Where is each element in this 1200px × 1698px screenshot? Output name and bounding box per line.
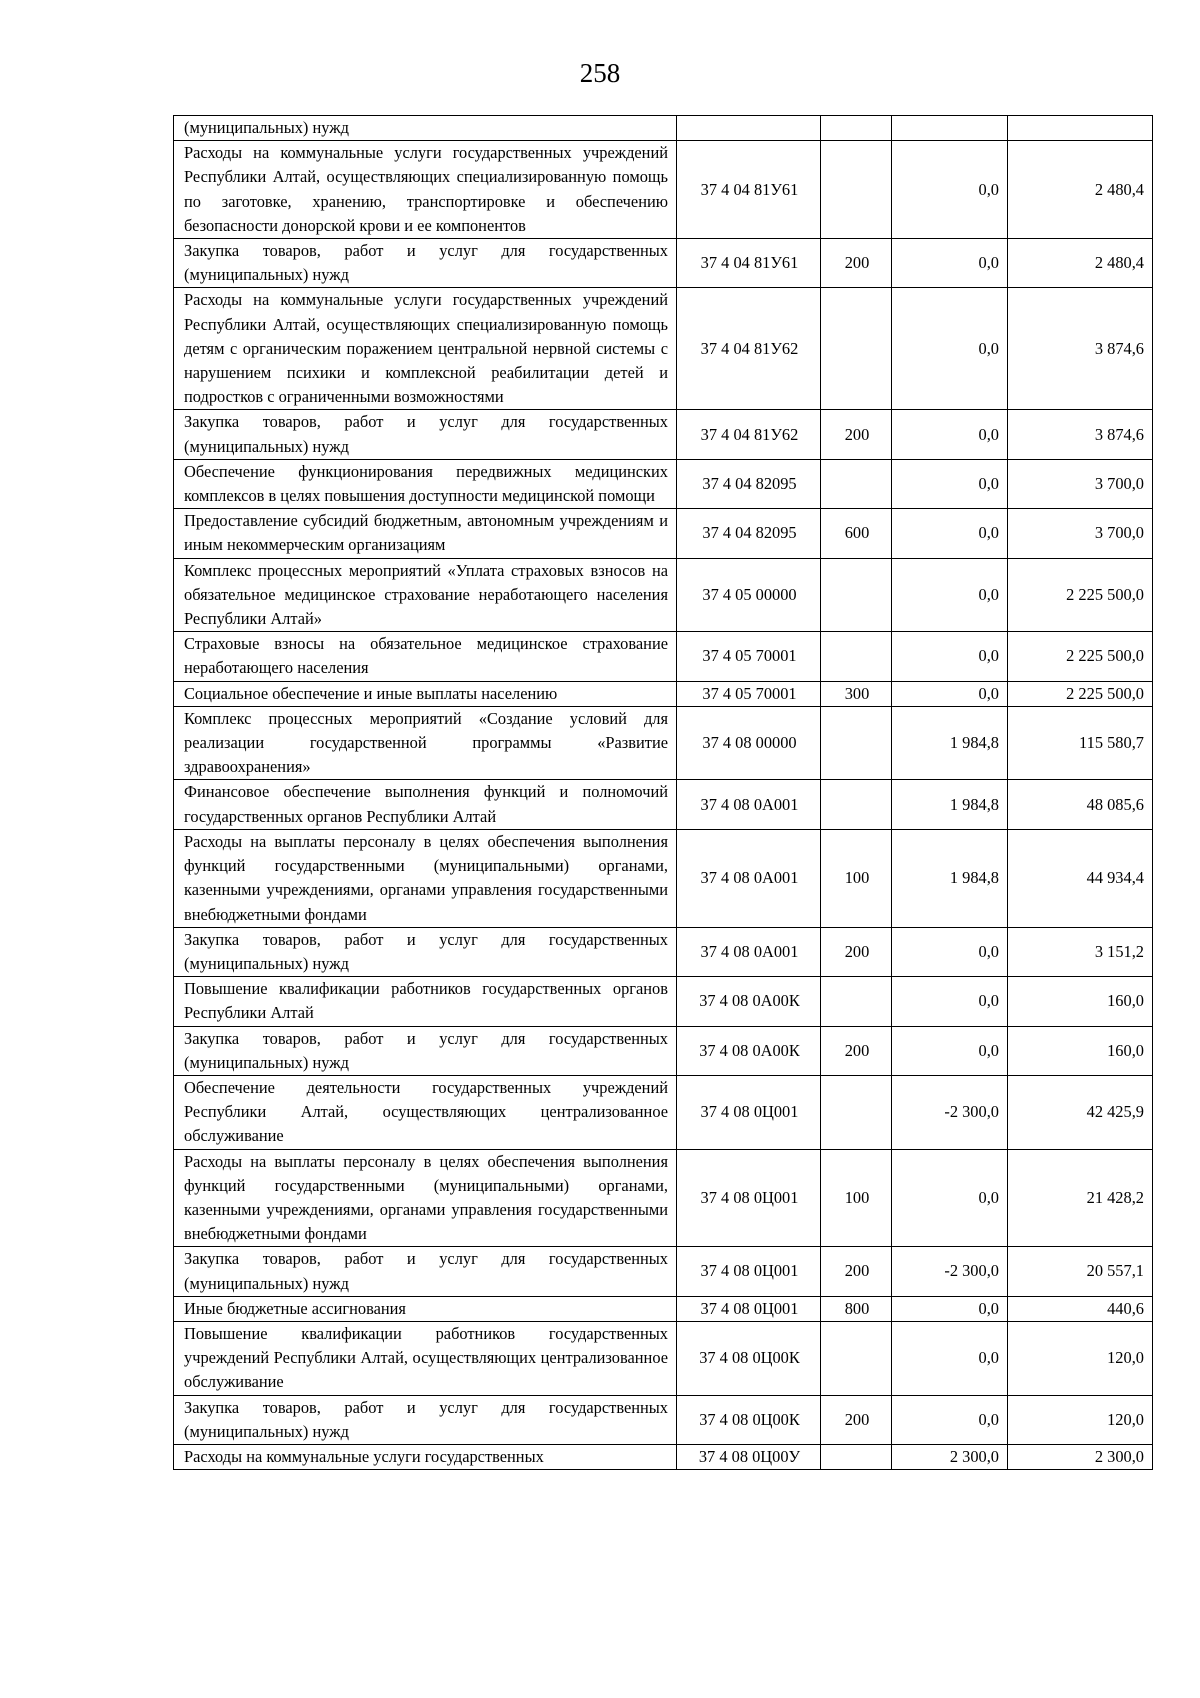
table-row (174, 1247, 1153, 1296)
expense-type-code (821, 780, 892, 829)
change-amount: 0,0 (892, 288, 1008, 410)
total-amount: 2 225 500,0 (1008, 681, 1153, 706)
target-code: 37 4 08 0Ц00К (677, 1321, 821, 1395)
expense-type-code (821, 558, 892, 632)
expense-type-code (821, 459, 892, 508)
total-amount: 2 480,4 (1008, 141, 1153, 239)
change-amount: 1 984,8 (892, 706, 1008, 780)
change-amount: 0,0 (892, 509, 1008, 558)
expense-name: Закупка товаров, работ и услуг для государственных (муниципальных) нужд (174, 410, 677, 459)
expense-name: Повышение квалификации работников государственных учреждений Республики Алтай, осуществляющих централизованное обслуживание (174, 1321, 677, 1395)
expense-name: Комплекс процессных мероприятий «Создание условий для реализации государственной программы «Развитие здравоохранения» (174, 706, 677, 780)
change-amount: 2 300,0 (892, 1444, 1008, 1469)
expense-type-code: 100 (821, 1149, 892, 1247)
change-amount: 0,0 (892, 977, 1008, 1026)
table-row (174, 509, 1153, 558)
table-row (174, 1296, 1153, 1321)
table-row (174, 288, 1153, 410)
table-row (174, 1149, 1153, 1247)
table-row (174, 239, 1153, 288)
expense-type-code: 200 (821, 1026, 892, 1075)
change-amount: 0,0 (892, 681, 1008, 706)
target-code: 37 4 08 0Ц00К (677, 1395, 821, 1444)
table-row (174, 1444, 1153, 1469)
target-code: 37 4 05 70001 (677, 632, 821, 681)
expense-name: Расходы на выплаты персоналу в целях обеспечения выполнения функций государственными (муниципальными) органами, казенными учреждениями, органами управления государственными внебюджетными фондами (174, 1149, 677, 1247)
expense-name: Закупка товаров, работ и услуг для государственных (муниципальных) нужд (174, 927, 677, 976)
change-amount: 0,0 (892, 1321, 1008, 1395)
total-amount: 3 874,6 (1008, 410, 1153, 459)
page-number: 258 (579, 58, 621, 88)
table-row (174, 1395, 1153, 1444)
expense-type-code (821, 1444, 892, 1469)
expense-name: Закупка товаров, работ и услуг для государственных (муниципальных) нужд (174, 1026, 677, 1075)
total-amount: 21 428,2 (1008, 1149, 1153, 1247)
expense-type-code: 600 (821, 509, 892, 558)
target-code: 37 4 08 0Ц001 (677, 1296, 821, 1321)
expense-type-code (821, 1075, 892, 1149)
target-code: 37 4 04 82095 (677, 459, 821, 508)
expense-name: Обеспечение деятельности государственных учреждений Республики Алтай, осуществляющих централизованное обслуживание (174, 1075, 677, 1149)
total-amount: 120,0 (1008, 1321, 1153, 1395)
change-amount: 0,0 (892, 927, 1008, 976)
total-amount: 3 151,2 (1008, 927, 1153, 976)
change-amount: 1 984,8 (892, 829, 1008, 927)
expense-type-code (821, 977, 892, 1026)
target-code: 37 4 08 0Ц001 (677, 1247, 821, 1296)
change-amount: 0,0 (892, 239, 1008, 288)
target-code: 37 4 08 0Ц001 (677, 1075, 821, 1149)
expense-name: Расходы на выплаты персоналу в целях обеспечения выполнения функций государственными (муниципальными) органами, казенными учреждениями, органами управления государственными внебюджетными фондами (174, 829, 677, 927)
change-amount: 0,0 (892, 410, 1008, 459)
total-amount: 120,0 (1008, 1395, 1153, 1444)
expense-type-code: 800 (821, 1296, 892, 1321)
expense-name: Расходы на коммунальные услуги государственных учреждений Республики Алтай, осуществляющих специализированную помощь по заготовке, хранению, транспортировке и обеспечению безопасности донорской крови и ее компонентов (174, 141, 677, 239)
expense-type-code (821, 706, 892, 780)
target-code: 37 4 08 0А00К (677, 1026, 821, 1075)
total-amount: 3 700,0 (1008, 459, 1153, 508)
expense-name: (муниципальных) нужд (174, 116, 677, 141)
table-row (174, 780, 1153, 829)
expense-name: Страховые взносы на обязательное медицинское страхование неработающего населения (174, 632, 677, 681)
total-amount: 2 225 500,0 (1008, 632, 1153, 681)
target-code (677, 116, 821, 141)
target-code: 37 4 08 0А001 (677, 927, 821, 976)
target-code: 37 4 04 81У62 (677, 288, 821, 410)
expense-type-code: 200 (821, 1395, 892, 1444)
target-code: 37 4 08 0Ц001 (677, 1149, 821, 1247)
target-code: 37 4 04 81У61 (677, 239, 821, 288)
table-row (174, 927, 1153, 976)
total-amount: 115 580,7 (1008, 706, 1153, 780)
total-amount (1008, 116, 1153, 141)
total-amount: 3 874,6 (1008, 288, 1153, 410)
expense-type-code: 200 (821, 1247, 892, 1296)
table-row (174, 632, 1153, 681)
expense-type-code (821, 1321, 892, 1395)
total-amount: 160,0 (1008, 1026, 1153, 1075)
target-code: 37 4 04 81У61 (677, 141, 821, 239)
expense-type-code: 200 (821, 410, 892, 459)
expense-type-code: 200 (821, 239, 892, 288)
expense-name: Предоставление субсидий бюджетным, автономным учреждениям и иным некоммерческим организациям (174, 509, 677, 558)
table-row (174, 706, 1153, 780)
total-amount: 2 225 500,0 (1008, 558, 1153, 632)
expense-name: Закупка товаров, работ и услуг для государственных (муниципальных) нужд (174, 239, 677, 288)
target-code: 37 4 08 0А00К (677, 977, 821, 1026)
expense-name: Социальное обеспечение и иные выплаты населению (174, 681, 677, 706)
total-amount: 440,6 (1008, 1296, 1153, 1321)
expense-type-code (821, 116, 892, 141)
expense-name: Финансовое обеспечение выполнения функций и полномочий государственных органов Республики Алтай (174, 780, 677, 829)
target-code: 37 4 08 0А001 (677, 829, 821, 927)
change-amount: 0,0 (892, 558, 1008, 632)
total-amount: 3 700,0 (1008, 509, 1153, 558)
budget-table (173, 115, 1153, 1470)
change-amount: 0,0 (892, 459, 1008, 508)
change-amount: 0,0 (892, 141, 1008, 239)
table-row (174, 116, 1153, 141)
target-code: 37 4 04 81У62 (677, 410, 821, 459)
target-code: 37 4 08 0А001 (677, 780, 821, 829)
table-row (174, 1026, 1153, 1075)
expense-name: Закупка товаров, работ и услуг для государственных (муниципальных) нужд (174, 1247, 677, 1296)
expense-type-code (821, 632, 892, 681)
total-amount: 48 085,6 (1008, 780, 1153, 829)
total-amount: 20 557,1 (1008, 1247, 1153, 1296)
expense-name: Иные бюджетные ассигнования (174, 1296, 677, 1321)
target-code: 37 4 04 82095 (677, 509, 821, 558)
table-row (174, 141, 1153, 239)
target-code: 37 4 05 00000 (677, 558, 821, 632)
change-amount: 0,0 (892, 632, 1008, 681)
change-amount: 0,0 (892, 1149, 1008, 1247)
target-code: 37 4 08 0Ц00У (677, 1444, 821, 1469)
table-row (174, 1075, 1153, 1149)
total-amount: 42 425,9 (1008, 1075, 1153, 1149)
expense-name: Расходы на коммунальные услуги государственных (174, 1444, 677, 1469)
expense-type-code: 100 (821, 829, 892, 927)
table-row (174, 459, 1153, 508)
expense-name: Повышение квалификации работников государственных органов Республики Алтай (174, 977, 677, 1026)
table-row (174, 829, 1153, 927)
change-amount: 0,0 (892, 1296, 1008, 1321)
target-code: 37 4 08 00000 (677, 706, 821, 780)
expense-name: Комплекс процессных мероприятий «Уплата страховых взносов на обязательное медицинское страхование неработающего населения Республики Алтай» (174, 558, 677, 632)
expense-name: Расходы на коммунальные услуги государственных учреждений Республики Алтай, осуществляющих специализированную помощь детям с органическим поражением центральной нервной системы с нарушением психики и комплексной реабилитации детей и подростков с ограниченными возможностями (174, 288, 677, 410)
expense-type-code: 200 (821, 927, 892, 976)
target-code: 37 4 05 70001 (677, 681, 821, 706)
table-row (174, 977, 1153, 1026)
table-row (174, 681, 1153, 706)
change-amount: 0,0 (892, 1026, 1008, 1075)
change-amount: 0,0 (892, 1395, 1008, 1444)
expense-name: Закупка товаров, работ и услуг для государственных (муниципальных) нужд (174, 1395, 677, 1444)
table-row (174, 1321, 1153, 1395)
expense-type-code (821, 288, 892, 410)
expense-name: Обеспечение функционирования передвижных медицинских комплексов в целях повышения доступности медицинской помощи (174, 459, 677, 508)
change-amount: -2 300,0 (892, 1075, 1008, 1149)
budget-table-body (174, 116, 1153, 1470)
total-amount: 44 934,4 (1008, 829, 1153, 927)
change-amount (892, 116, 1008, 141)
total-amount: 2 480,4 (1008, 239, 1153, 288)
table-row (174, 410, 1153, 459)
change-amount: -2 300,0 (892, 1247, 1008, 1296)
expense-type-code: 300 (821, 681, 892, 706)
change-amount: 1 984,8 (892, 780, 1008, 829)
expense-type-code (821, 141, 892, 239)
total-amount: 160,0 (1008, 977, 1153, 1026)
total-amount: 2 300,0 (1008, 1444, 1153, 1469)
table-row (174, 558, 1153, 632)
